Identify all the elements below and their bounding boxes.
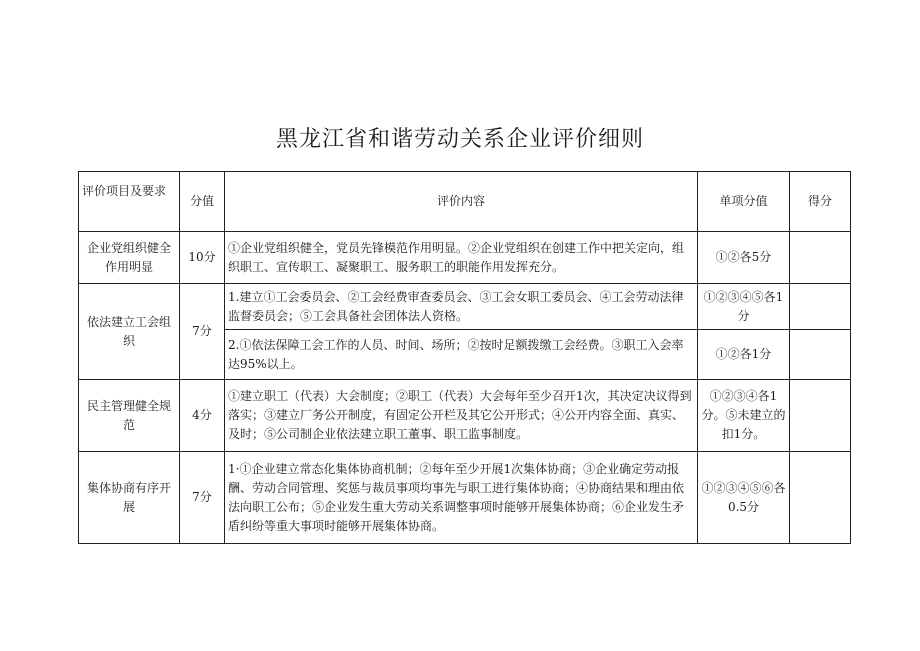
row-points: 7分	[180, 452, 225, 544]
row-item: 民主管理健全规范	[79, 380, 180, 452]
row-content: 2.①依法保障工会工作的人员、时间、场所；②按时足额拨缴工会经费。③职工入会率达95%以上。	[225, 330, 698, 380]
row-score-cell	[790, 452, 851, 544]
row-content: ①建立职工（代表）大会制度；②职工（代表）大会每年至少召开1次，其决定决议得到落实；③建立厂务公开制度，有固定公开栏及其它公开形式；④公开内容全面、真实、及时；⑤公司制企业依法建立职工董事、职工监事制度。	[225, 380, 698, 452]
header-sub-points: 单项分值	[698, 172, 790, 232]
row-points: 10分	[180, 232, 225, 284]
row-score-cell	[790, 232, 851, 284]
row-score-cell	[790, 380, 851, 452]
row-item: 集体协商有序开展	[79, 452, 180, 544]
header-score: 得分	[790, 172, 851, 232]
row-sub-points: ①②③④各1分。⑤未建立的扣1分。	[698, 380, 790, 452]
header-item: 评价项目及要求	[79, 172, 180, 232]
row-content: 1.建立①工会委员会、②工会经费审查委员会、③工会女职工委员会、④工会劳动法律监督委员会；⑤工会具备社会团体法人资格。	[225, 284, 698, 330]
row-sub-points: ①②各5分	[698, 232, 790, 284]
table-row	[79, 380, 851, 452]
row-sub-points: ①②③④⑤⑥各0.5分	[698, 452, 790, 544]
row-content: ①企业党组织健全，党员先锋模范作用明显。②企业党组织在创建工作中把关定向，组织职工、宣传职工、凝聚职工、服务职工的职能作用发挥充分。	[225, 232, 698, 284]
table-row	[79, 232, 851, 284]
evaluation-table	[78, 171, 851, 544]
row-points: 4分	[180, 380, 225, 452]
row-item: 依法建立工会组织	[79, 284, 180, 380]
row-score-cell	[790, 330, 851, 380]
row-item: 企业党组织健全作用明显	[79, 232, 180, 284]
table-row	[79, 284, 851, 330]
table-row	[79, 452, 851, 544]
row-content: 1·①企业建立常态化集体协商机制；②每年至少开展1次集体协商；③企业确定劳动报酬、劳动合同管理、奖惩与裁员事项均事先与职工进行集体协商；④协商结果和理由依法向职工公布；⑤企业发生重大劳动关系调整事项时能够开展集体协商；⑥企业发生矛盾纠纷等重大事项时能够开展集体协商。	[225, 452, 698, 544]
row-sub-points: ①②各1分	[698, 330, 790, 380]
header-row	[79, 172, 851, 232]
row-score-cell	[790, 284, 851, 330]
row-sub-points: ①②③④⑤各1分	[698, 284, 790, 330]
header-points: 分值	[180, 172, 225, 232]
header-content: 评价内容	[225, 172, 698, 232]
page-title: 黑龙江省和谐劳动关系企业评价细则	[275, 127, 644, 152]
row-points: 7分	[180, 284, 225, 380]
